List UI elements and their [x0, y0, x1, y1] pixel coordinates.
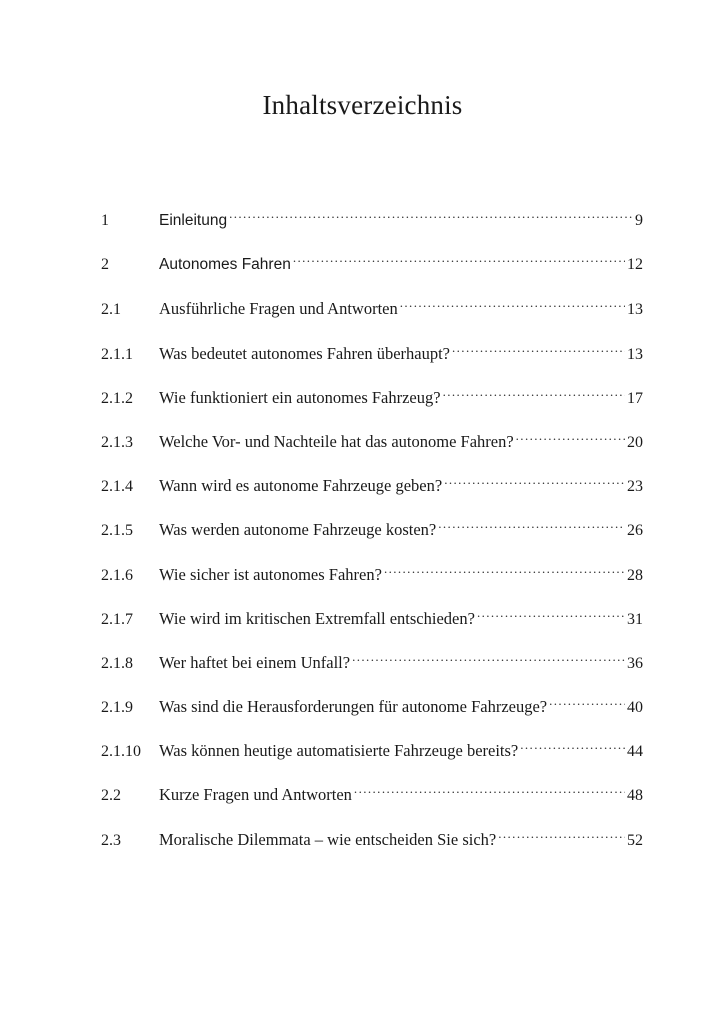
toc-entry-page: 52 — [627, 831, 643, 849]
toc-dot-leader — [354, 784, 625, 801]
toc-entry-page: 36 — [627, 654, 643, 672]
toc-entry-page: 26 — [627, 522, 643, 540]
toc-entry — [101, 516, 643, 560]
toc-dot-leader — [384, 563, 625, 580]
toc-entry-number: 2.1.10 — [101, 743, 141, 761]
toc-entry-title: Was bedeutet autonomes Fahren überhaupt? — [159, 343, 450, 363]
toc-entry-title: Autonomes Fahren — [159, 256, 291, 274]
toc-dot-leader — [498, 828, 625, 845]
toc-entry — [101, 561, 643, 605]
toc-entry-title: Wie funktioniert ein autonomes Fahrzeug? — [159, 387, 441, 407]
toc-entry — [101, 737, 643, 781]
toc-entry-number: 2.1.5 — [101, 522, 133, 540]
toc-entry — [101, 826, 643, 870]
toc-dot-leader — [444, 475, 625, 492]
page-title: Inhaltsverzeichnis — [262, 90, 463, 120]
toc-entry-title: Was sind die Herausforderungen für autonome Fahrzeuge? — [159, 697, 548, 717]
toc-entry-page: 31 — [627, 610, 643, 628]
toc-entry-title: Wann wird es autonome Fahrzeuge geben? — [159, 476, 443, 496]
toc-entry-page: 13 — [627, 301, 643, 319]
toc-entry — [101, 295, 643, 339]
toc-entry — [101, 472, 643, 516]
toc-dot-leader — [352, 651, 625, 668]
toc-entry-page: 20 — [627, 433, 643, 451]
toc-entry-page: 12 — [627, 256, 643, 274]
toc-entry-title: Einleitung — [159, 212, 228, 229]
toc-entry-number: 2.1.3 — [101, 433, 133, 451]
toc-dot-leader — [516, 430, 625, 447]
toc-dot-leader — [293, 254, 625, 270]
toc-entry-page: 23 — [627, 478, 643, 496]
toc-dot-leader — [452, 342, 625, 359]
toc-entry-number: 2.1.7 — [101, 610, 133, 628]
toc-dot-leader — [549, 696, 625, 713]
toc-entry-page: 28 — [627, 566, 643, 584]
toc-entry-number: 2.1.6 — [101, 566, 133, 584]
toc-entry-title: Ausführliche Fragen und Antworten — [159, 299, 398, 319]
toc-entry-number: 2 — [101, 256, 109, 274]
toc-entry-number: 2.1.1 — [101, 345, 133, 363]
toc-entry-number: 2.3 — [101, 831, 121, 849]
toc-entry — [101, 693, 643, 737]
toc-entry — [101, 207, 643, 251]
toc-dot-leader — [443, 386, 625, 403]
toc-dot-leader — [520, 740, 625, 757]
toc-entry-page: 48 — [627, 787, 643, 805]
toc-entry — [101, 649, 643, 693]
toc-entry-page: 40 — [627, 699, 643, 717]
toc-entry — [101, 251, 643, 295]
toc-entry-page: 17 — [627, 389, 643, 407]
toc-entry-title: Wer haftet bei einem Unfall? — [159, 652, 351, 672]
toc-entry-number: 2.1 — [101, 301, 121, 319]
toc-dot-leader — [438, 519, 625, 536]
toc-dot-leader — [477, 607, 625, 624]
toc-entry — [101, 340, 643, 384]
toc-entry-number: 2.2 — [101, 787, 121, 805]
toc-entry-title: Was werden autonome Fahrzeuge kosten? — [159, 520, 437, 540]
toc-entry-number: 1 — [101, 212, 109, 229]
toc-dot-leader — [400, 298, 625, 315]
toc-entry-number: 2.1.4 — [101, 478, 133, 496]
toc-entry-title: Wie wird im kritischen Extremfall entschieden? — [159, 608, 475, 628]
toc-entry — [101, 428, 643, 472]
toc-entry-number: 2.1.2 — [101, 389, 133, 407]
toc-entry-page: 9 — [635, 212, 643, 229]
toc-entry-number: 2.1.8 — [101, 654, 133, 672]
toc-entry-title: Welche Vor- und Nachteile hat das autonome Fahren? — [159, 431, 514, 451]
toc-entry-number: 2.1.9 — [101, 699, 133, 717]
toc-dot-leader — [229, 210, 633, 226]
toc-entry-page: 44 — [627, 743, 643, 761]
toc-entry-title: Wie sicher ist autonomes Fahren? — [159, 564, 382, 584]
table-of-contents — [101, 207, 643, 870]
toc-entry-title: Was können heutige automatisierte Fahrzeuge bereits? — [159, 741, 519, 761]
toc-entry-page: 13 — [627, 345, 643, 363]
toc-entry-title: Kurze Fragen und Antworten — [159, 785, 352, 805]
toc-entry — [101, 781, 643, 825]
toc-entry-title: Moralische Dilemmata – wie entscheiden Sie sich? — [159, 829, 497, 849]
toc-entry — [101, 605, 643, 649]
toc-entry — [101, 384, 643, 428]
